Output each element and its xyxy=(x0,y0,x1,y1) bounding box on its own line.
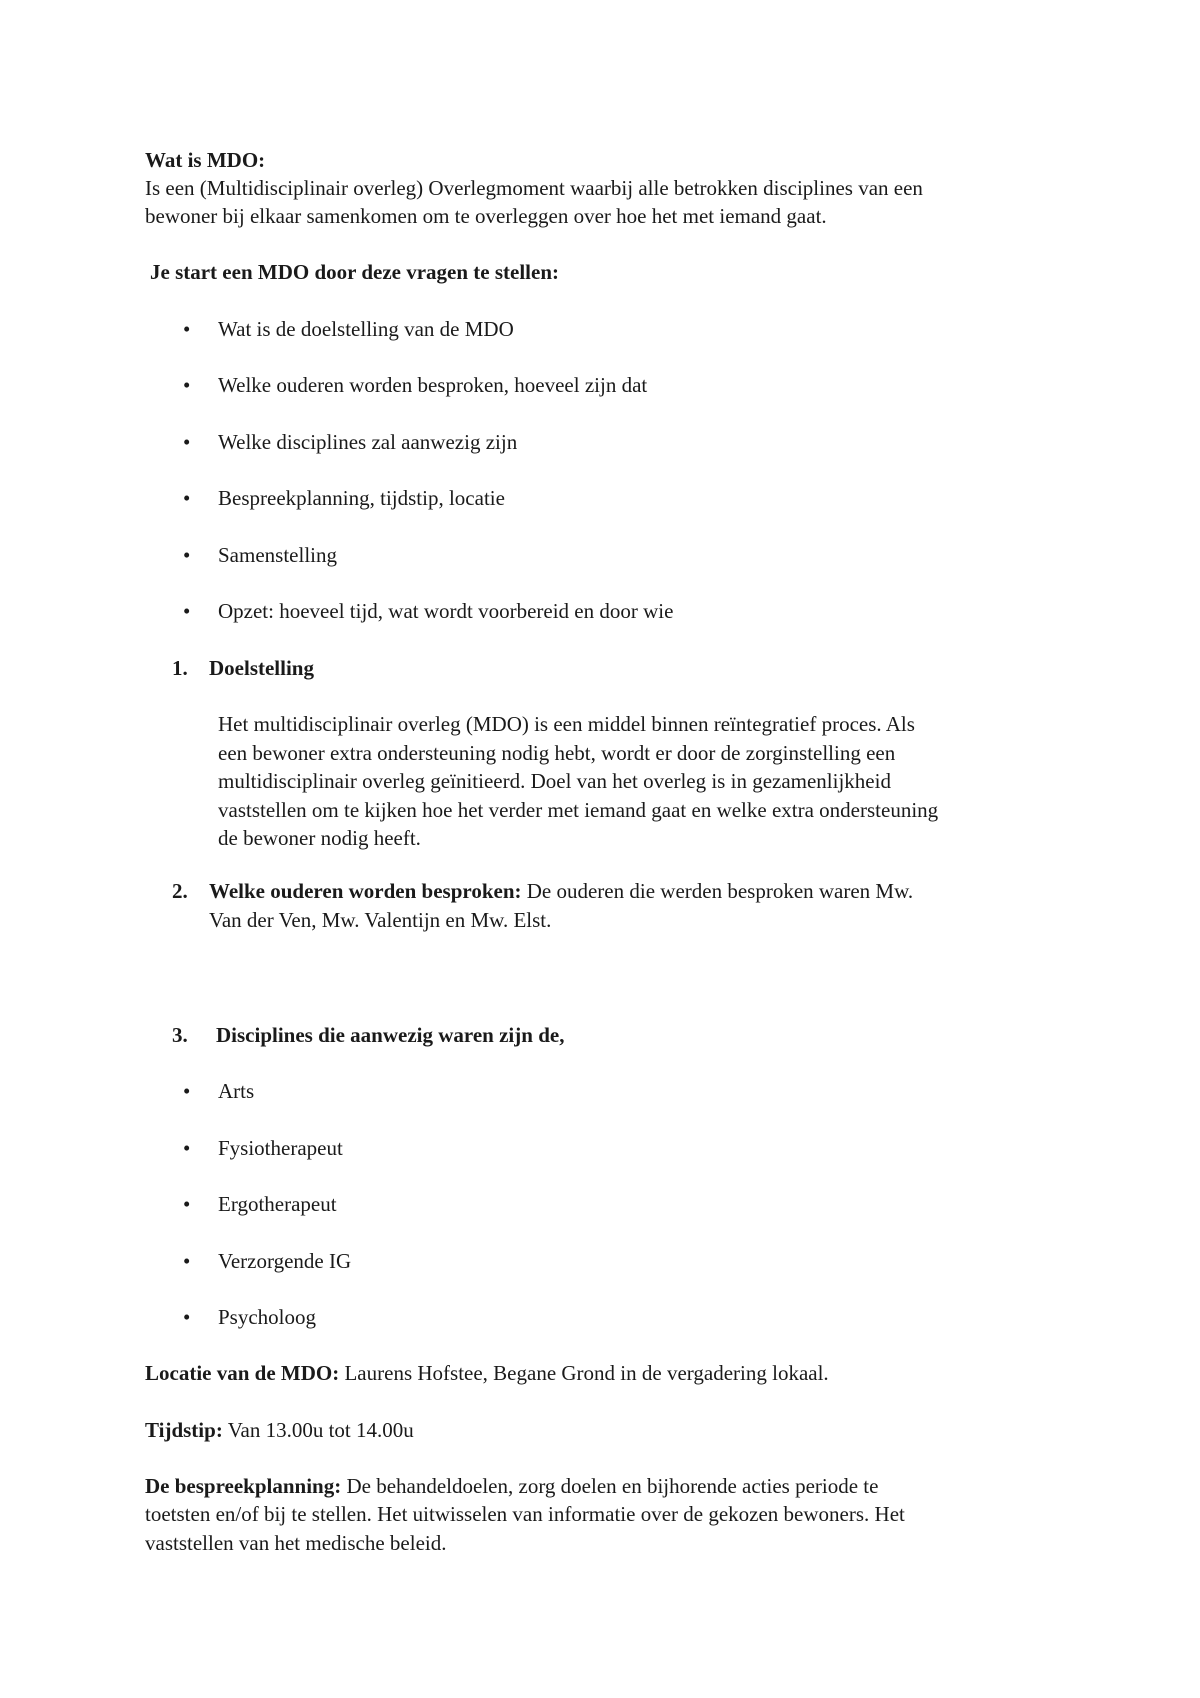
bullet-icon: • xyxy=(183,1305,191,1329)
bullet-icon: • xyxy=(183,1249,191,1273)
bullet-icon: • xyxy=(183,317,191,341)
tijdstip-line xyxy=(145,1416,414,1444)
bullet-icon: • xyxy=(183,373,191,397)
section-2-line-1 xyxy=(209,877,913,905)
list-item: Arts xyxy=(218,1079,255,1103)
intro-line-2: bewoner bij elkaar samenkomen om te overleggen over hoe het met iemand gaat. xyxy=(145,204,827,228)
bullet-icon: • xyxy=(183,1192,191,1216)
list-item: Verzorgende IG xyxy=(218,1249,352,1273)
section-3-title: Disciplines die aanwezig waren zijn de, xyxy=(216,1023,565,1047)
section-1-number: 1. xyxy=(172,656,188,680)
list-item: Samenstelling xyxy=(218,543,337,567)
locatie-label: Locatie van de MDO: xyxy=(145,1361,340,1385)
list-item: Opzet: hoeveel tijd, wat wordt voorbereid en door wie xyxy=(218,599,674,623)
bespreekplanning-label: De bespreekplanning: xyxy=(145,1474,342,1498)
bullet-icon: • xyxy=(183,1136,191,1160)
bespreekplanning-text: De behandeldoelen, zorg doelen en bijhorende acties periode te xyxy=(346,1474,879,1498)
intro-heading: Wat is MDO: xyxy=(145,148,266,172)
list-item: Psycholoog xyxy=(218,1305,317,1329)
section-1-line: de bewoner nodig heeft. xyxy=(218,826,421,850)
list-item: Bespreekplanning, tijdstip, locatie xyxy=(218,486,505,510)
section-2-line-2: Van der Ven, Mw. Valentijn en Mw. Elst. xyxy=(209,908,552,932)
section-1-line: vaststellen om te kijken hoe het verder met iemand gaat en welke extra ondersteuning xyxy=(218,798,939,822)
bullet-icon: • xyxy=(183,486,191,510)
locatie-line xyxy=(145,1359,829,1387)
bullet-icon: • xyxy=(183,543,191,567)
section-1-line: Het multidisciplinair overleg (MDO) is een middel binnen reïntegratief proces. Als xyxy=(218,712,915,736)
list-item: Welke disciplines zal aanwezig zijn xyxy=(218,430,518,454)
bespreekplanning-line-2: toetsten en/of bij te stellen. Het uitwisselen van informatie over de gekozen bewoners. Het xyxy=(145,1502,905,1526)
locatie-value: Laurens Hofstee, Begane Grond in de vergadering lokaal. xyxy=(344,1361,829,1385)
list-item: Fysiotherapeut xyxy=(218,1136,343,1160)
bullet-icon: • xyxy=(183,599,191,623)
tijdstip-value: Van 13.00u tot 14.00u xyxy=(227,1418,414,1442)
section-1-line: een bewoner extra ondersteuning nodig hebt, wordt er door de zorginstelling een xyxy=(218,741,896,765)
questions-heading: Je start een MDO door deze vragen te stellen: xyxy=(150,260,559,284)
tijdstip-label: Tijdstip: xyxy=(145,1418,223,1442)
section-1-title: Doelstelling xyxy=(209,656,314,680)
section-2-text: De ouderen die werden besproken waren Mw. xyxy=(526,879,914,903)
bespreekplanning-line-3: vaststellen van het medische beleid. xyxy=(145,1531,447,1555)
list-item: Wat is de doelstelling van de MDO xyxy=(218,317,514,341)
bullet-icon: • xyxy=(183,430,191,454)
list-item: Ergotherapeut xyxy=(218,1192,337,1216)
bullet-icon: • xyxy=(183,1079,191,1103)
list-item: Welke ouderen worden besproken, hoeveel zijn dat xyxy=(218,373,648,397)
section-1-line: multidisciplinair overleg geïnitieerd. Doel van het overleg is in gezamenlijkheid xyxy=(218,769,891,793)
intro-line-1: Is een (Multidisciplinair overleg) Overlegmoment waarbij alle betrokken disciplines van een xyxy=(145,176,923,200)
section-3-number: 3. xyxy=(172,1023,188,1047)
section-2-number: 2. xyxy=(172,879,188,903)
bespreekplanning-line-1 xyxy=(145,1472,878,1500)
section-2-title: Welke ouderen worden besproken: xyxy=(209,879,522,903)
